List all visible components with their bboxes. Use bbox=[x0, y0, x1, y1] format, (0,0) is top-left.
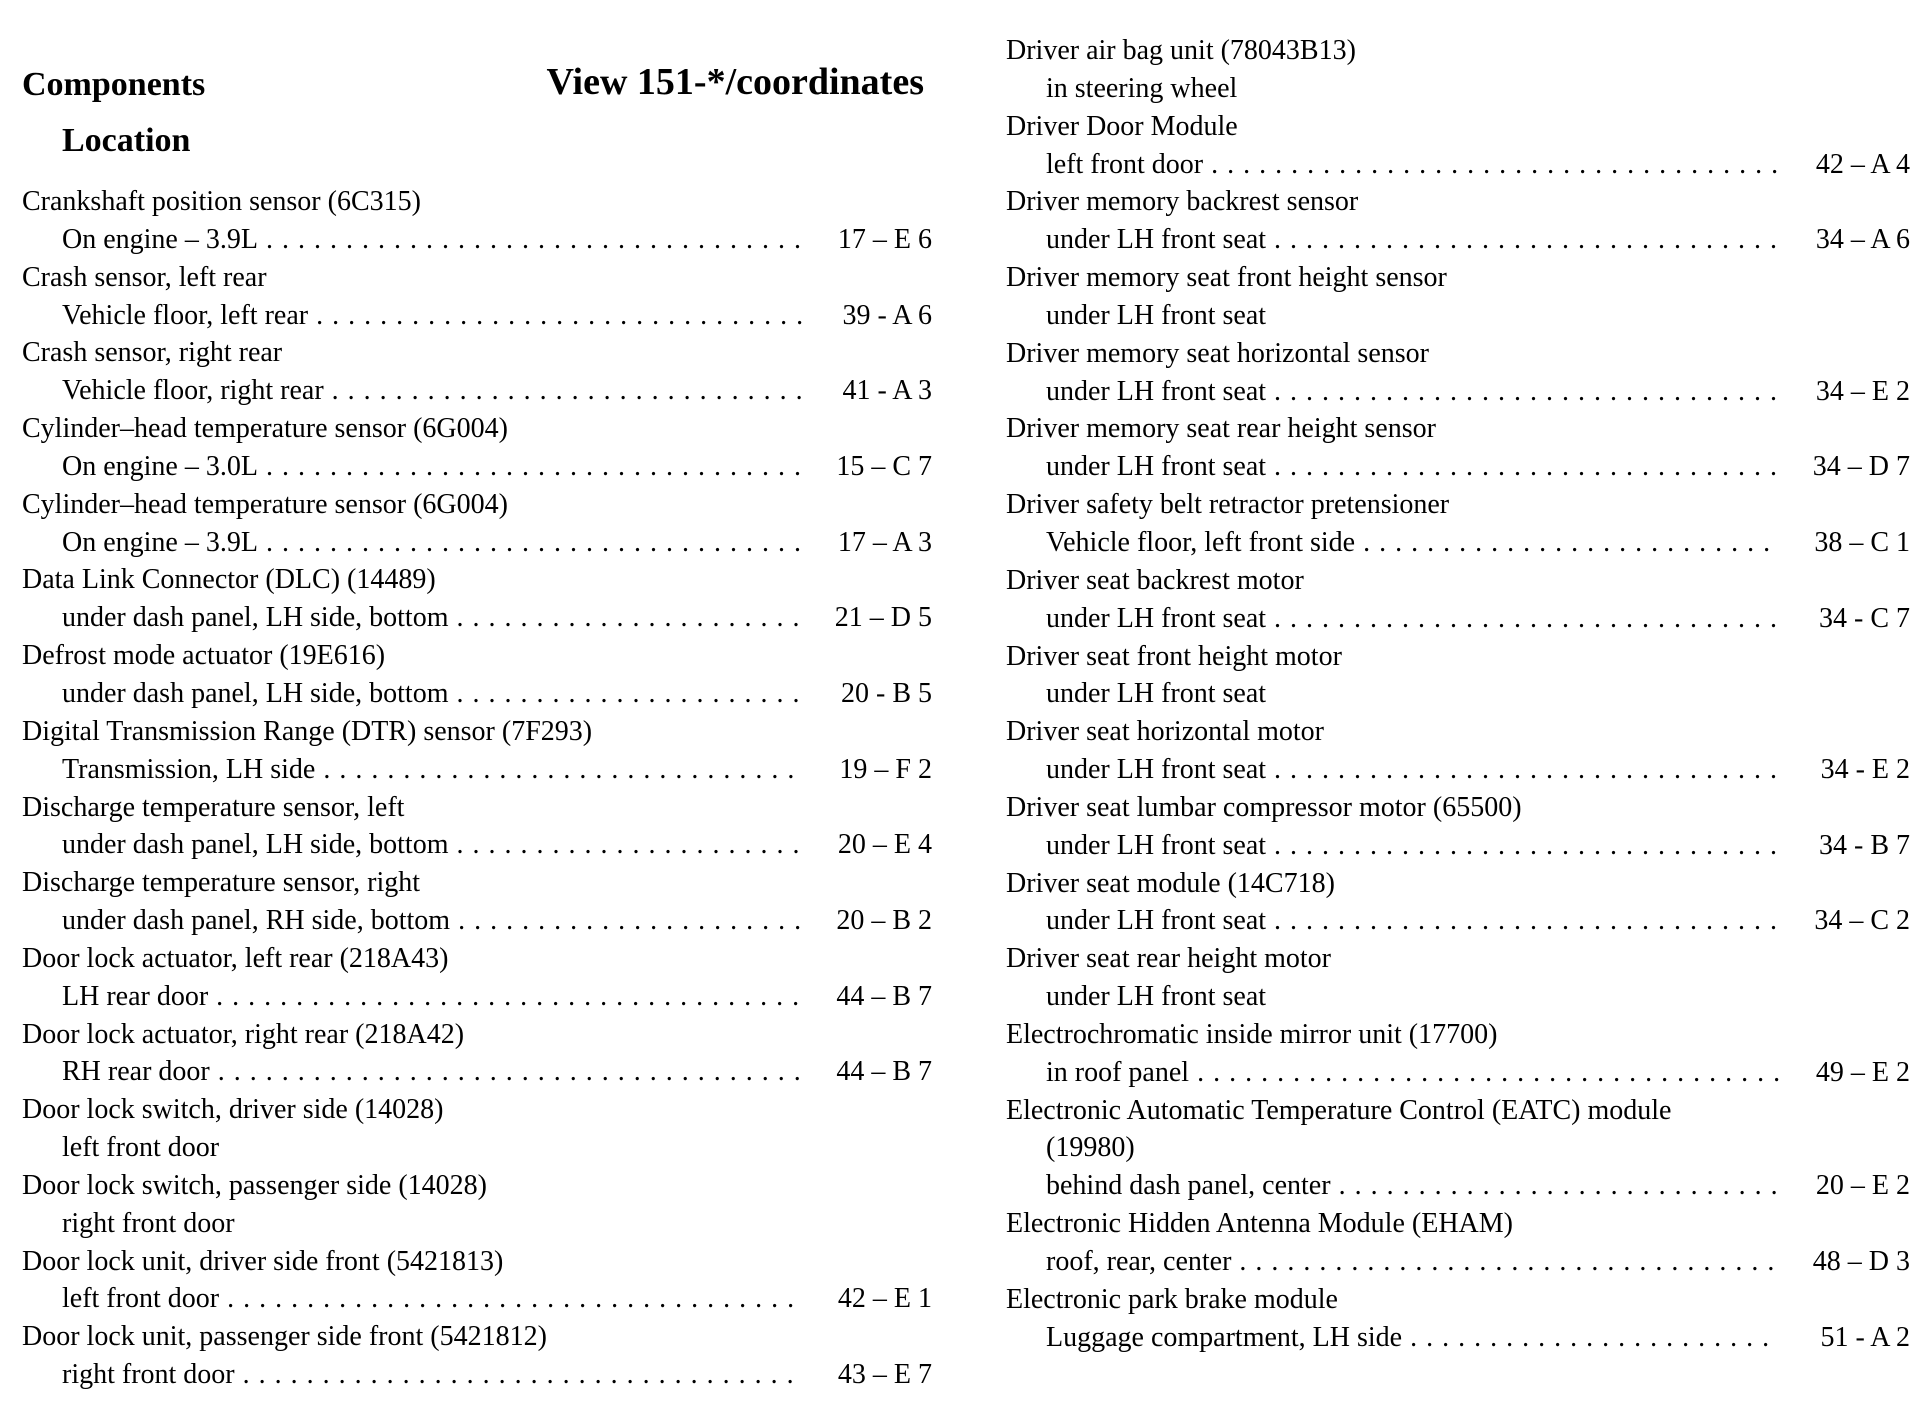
location-line bbox=[1006, 902, 1910, 940]
component-name: Crash sensor, left rear bbox=[22, 261, 267, 293]
location-text: under LH front seat bbox=[1046, 451, 1267, 483]
view-coordinate: 34 - B 7 bbox=[1819, 829, 1910, 861]
location-text: under dash panel, LH side, bottom bbox=[62, 677, 449, 709]
component-name: Electrochromatic inside mirror unit (17700) bbox=[1006, 1018, 1498, 1050]
location-text: On engine – 3.9L bbox=[62, 526, 258, 558]
view-coordinate: 20 – E 4 bbox=[837, 829, 932, 861]
location-text: left front door bbox=[62, 1132, 220, 1164]
view-coordinate: 42 – E 1 bbox=[837, 1283, 932, 1315]
component-name: Discharge temperature sensor, left bbox=[22, 791, 405, 823]
view-coordinate: 38 – C 1 bbox=[1814, 526, 1910, 558]
location-text: in roof panel bbox=[1046, 1056, 1190, 1088]
view-coordinate: 21 – D 5 bbox=[834, 602, 932, 634]
location-line bbox=[1006, 827, 1910, 865]
location-line bbox=[22, 599, 932, 637]
component-name: Crankshaft position sensor (6C315) bbox=[22, 186, 421, 217]
component-entry bbox=[1006, 410, 1910, 486]
component-name: Door lock unit, driver side front (5421813) bbox=[22, 1245, 504, 1277]
component-name: Driver seat front height motor bbox=[1006, 640, 1342, 672]
location-line bbox=[22, 1129, 932, 1167]
component-entry bbox=[22, 1167, 932, 1243]
view-coordinate: 34 - C 7 bbox=[1819, 602, 1910, 634]
component-entry bbox=[1006, 1092, 1910, 1206]
dot-leader bbox=[1410, 1319, 1780, 1357]
view-coordinate: 44 – B 7 bbox=[836, 980, 932, 1012]
location-text: under LH front seat bbox=[1046, 224, 1267, 256]
component-entry bbox=[1006, 638, 1910, 714]
component-entry bbox=[22, 1243, 932, 1319]
location-line bbox=[22, 1205, 932, 1243]
location-line bbox=[22, 1280, 932, 1318]
dot-leader bbox=[243, 1356, 802, 1394]
location-line bbox=[1006, 675, 1910, 713]
component-name: Data Link Connector (DLC) (14489) bbox=[22, 564, 436, 596]
component-entry bbox=[1006, 562, 1910, 638]
location-text: in steering wheel bbox=[1046, 72, 1238, 104]
location-line bbox=[1006, 1319, 1910, 1357]
component-entry bbox=[1006, 1016, 1910, 1092]
location-text: under LH front seat bbox=[1046, 905, 1267, 937]
location-line bbox=[22, 297, 932, 335]
component-name: Door lock switch, driver side (14028) bbox=[22, 1094, 444, 1126]
component-name: Driver air bag unit (78043B13) bbox=[1006, 35, 1356, 66]
component-name: Driver seat horizontal motor bbox=[1006, 716, 1325, 748]
dot-leader bbox=[456, 599, 802, 637]
dot-leader bbox=[456, 675, 802, 713]
component-entry bbox=[22, 713, 932, 789]
location-text: Vehicle floor, right rear bbox=[62, 375, 324, 407]
component-entry bbox=[1006, 108, 1910, 184]
location-text: under LH front seat bbox=[1046, 299, 1267, 331]
location-line bbox=[1006, 978, 1910, 1016]
dot-leader bbox=[1274, 827, 1780, 865]
component-name: Digital Transmission Range (DTR) sensor (7F293) bbox=[22, 715, 593, 747]
location-line bbox=[1006, 1243, 1910, 1281]
view-coordinate: 20 – B 2 bbox=[836, 905, 932, 937]
view-coordinate: 20 - B 5 bbox=[841, 677, 932, 709]
component-entry bbox=[1006, 940, 1910, 1016]
location-text: On engine – 3.0L bbox=[62, 450, 258, 482]
location-text: behind dash panel, center bbox=[1046, 1170, 1331, 1202]
location-line bbox=[22, 1053, 932, 1091]
location-line bbox=[1006, 600, 1910, 638]
component-entry bbox=[22, 1091, 932, 1167]
location-text: under LH front seat bbox=[1046, 981, 1267, 1013]
component-name: Driver Door Module bbox=[1006, 110, 1238, 142]
view-coordinate: 44 – B 7 bbox=[836, 1056, 932, 1088]
view-coordinate: 15 – C 7 bbox=[836, 450, 932, 482]
dot-leader bbox=[266, 524, 802, 562]
dot-leader bbox=[332, 372, 802, 410]
location-text: Transmission, LH side bbox=[62, 753, 316, 785]
component-name: Crash sensor, right rear bbox=[22, 337, 283, 369]
component-name: Electronic Hidden Antenna Module (EHAM) bbox=[1006, 1208, 1513, 1240]
location-line bbox=[22, 1356, 932, 1394]
location-line bbox=[1006, 70, 1910, 108]
component-name: Driver seat backrest motor bbox=[1006, 564, 1304, 596]
location-line bbox=[22, 826, 932, 864]
left-component-list bbox=[22, 183, 932, 1394]
component-entry bbox=[22, 410, 932, 486]
dot-leader bbox=[227, 1280, 802, 1318]
location-text: under LH front seat bbox=[1046, 754, 1267, 786]
component-entry bbox=[22, 334, 932, 410]
location-line bbox=[22, 978, 932, 1016]
dot-leader bbox=[1197, 1054, 1780, 1092]
component-entry bbox=[1006, 259, 1910, 335]
location-text: under dash panel, LH side, bottom bbox=[62, 829, 449, 861]
component-entry bbox=[22, 940, 932, 1016]
location-text: Vehicle floor, left rear bbox=[62, 299, 309, 331]
view-coordinate: 42 – A 4 bbox=[1815, 148, 1910, 180]
location-text: left front door bbox=[1046, 148, 1204, 180]
component-name: Door lock switch, passenger side (14028) bbox=[22, 1169, 488, 1201]
location-line bbox=[22, 372, 932, 410]
dot-leader bbox=[266, 448, 802, 486]
dot-leader bbox=[1274, 902, 1780, 940]
component-name: Defrost mode actuator (19E616) bbox=[22, 640, 386, 672]
dot-leader bbox=[323, 751, 802, 789]
location-text: On engine – 3.9L bbox=[62, 223, 258, 255]
component-name: Cylinder–head temperature sensor (6G004) bbox=[22, 488, 508, 520]
location-line bbox=[1006, 221, 1910, 259]
location-line bbox=[1006, 373, 1910, 411]
location-line bbox=[1006, 1167, 1910, 1205]
location-line bbox=[22, 675, 932, 713]
view-coordinate: 17 – A 3 bbox=[837, 526, 932, 558]
location-text: right front door bbox=[62, 1359, 235, 1391]
dot-leader bbox=[1239, 1243, 1780, 1281]
components-heading: Components bbox=[22, 66, 206, 103]
view-coordinate: 49 – E 2 bbox=[1815, 1056, 1910, 1088]
component-name: Electronic Automatic Temperature Control (EATC) module bbox=[1006, 1094, 1672, 1126]
location-text: right front door bbox=[62, 1207, 235, 1239]
dot-leader bbox=[1274, 221, 1780, 259]
component-name: Driver seat rear height motor bbox=[1006, 943, 1331, 975]
component-entry bbox=[1006, 865, 1910, 941]
view-coordinate: 34 – E 2 bbox=[1815, 375, 1910, 407]
component-name-continued: (19980) bbox=[1046, 1132, 1135, 1164]
component-name: Electronic park brake module bbox=[1006, 1283, 1338, 1315]
component-entry bbox=[22, 864, 932, 940]
location-text: under dash panel, LH side, bottom bbox=[62, 602, 449, 634]
view-coordinate: 34 - E 2 bbox=[1820, 754, 1910, 786]
location-text: under dash panel, RH side, bottom bbox=[62, 905, 451, 937]
location-line bbox=[22, 524, 932, 562]
location-text: under LH front seat bbox=[1046, 375, 1267, 407]
component-name: Driver memory backrest sensor bbox=[1006, 186, 1359, 218]
view-coordinate: 48 – D 3 bbox=[1812, 1246, 1910, 1277]
location-line bbox=[1006, 297, 1910, 335]
component-name: Driver seat lumbar compressor motor (65500) bbox=[1006, 791, 1522, 823]
location-line bbox=[1006, 524, 1910, 562]
dot-leader bbox=[316, 297, 802, 335]
component-entry bbox=[22, 637, 932, 713]
dot-leader bbox=[1339, 1167, 1780, 1205]
dot-leader bbox=[458, 902, 802, 940]
component-entry bbox=[22, 259, 932, 335]
view-coordinate: 51 - A 2 bbox=[1820, 1321, 1910, 1353]
component-entry bbox=[1006, 713, 1910, 789]
component-entry bbox=[22, 561, 932, 637]
location-line bbox=[22, 221, 932, 259]
dot-leader bbox=[216, 978, 802, 1016]
dot-leader bbox=[1274, 600, 1780, 638]
location-line bbox=[1006, 146, 1910, 184]
location-heading: Location bbox=[62, 122, 191, 159]
view-coordinate: 17 – E 6 bbox=[837, 223, 932, 255]
component-name: Door lock actuator, left rear (218A43) bbox=[22, 942, 449, 974]
location-text: Vehicle floor, left front side bbox=[1046, 526, 1356, 558]
location-text: Luggage compartment, LH side bbox=[1046, 1321, 1403, 1353]
view-coordinate: 39 - A 6 bbox=[842, 299, 932, 331]
view-coordinate: 19 – F 2 bbox=[839, 753, 932, 785]
component-entry bbox=[1006, 486, 1910, 562]
component-entry bbox=[1006, 335, 1910, 411]
view-coordinate: 43 – E 7 bbox=[837, 1359, 932, 1391]
dot-leader bbox=[1274, 448, 1780, 486]
dot-leader bbox=[1363, 524, 1780, 562]
component-name: Door lock actuator, right rear (218A42) bbox=[22, 1018, 465, 1050]
location-text: under LH front seat bbox=[1046, 602, 1267, 634]
location-line bbox=[22, 751, 932, 789]
component-entry bbox=[22, 1016, 932, 1092]
location-text: left front door bbox=[62, 1283, 220, 1315]
component-entry bbox=[1006, 32, 1910, 108]
component-name: Driver memory seat rear height sensor bbox=[1006, 413, 1436, 445]
dot-leader bbox=[1274, 751, 1780, 789]
component-name: Cylinder–head temperature sensor (6G004) bbox=[22, 413, 508, 445]
view-coordinate: 41 - A 3 bbox=[842, 375, 932, 407]
location-text: under LH front seat bbox=[1046, 678, 1267, 710]
view-coordinate: 34 – A 6 bbox=[1815, 224, 1910, 256]
location-text: under LH front seat bbox=[1046, 829, 1267, 861]
component-name: Driver safety belt retractor pretensioner bbox=[1006, 489, 1450, 521]
component-entry bbox=[1006, 1205, 1910, 1281]
location-text: LH rear door bbox=[62, 980, 209, 1012]
component-entry bbox=[22, 1318, 932, 1394]
component-name: Driver seat module (14C718) bbox=[1006, 867, 1335, 899]
dot-leader bbox=[1274, 373, 1780, 411]
location-line bbox=[1006, 1054, 1910, 1092]
component-entry bbox=[22, 486, 932, 562]
component-name: Driver memory seat horizontal sensor bbox=[1006, 337, 1429, 369]
view-coordinate: 34 – C 2 bbox=[1814, 905, 1910, 937]
dot-leader bbox=[456, 826, 802, 864]
component-entry bbox=[1006, 789, 1910, 865]
right-component-list bbox=[1006, 32, 1910, 1357]
component-entry bbox=[1006, 1281, 1910, 1357]
view-coordinate: 20 – E 2 bbox=[1815, 1170, 1910, 1202]
location-line bbox=[22, 448, 932, 486]
component-entry bbox=[1006, 183, 1910, 259]
view-coordinates-heading: View 151-*/coordinates bbox=[546, 61, 924, 103]
component-name: Discharge temperature sensor, right bbox=[22, 867, 421, 899]
location-line bbox=[1006, 751, 1910, 789]
component-name: Driver memory seat front height sensor bbox=[1006, 262, 1447, 294]
component-entry bbox=[22, 183, 932, 259]
component-entry bbox=[22, 789, 932, 865]
location-line bbox=[22, 902, 932, 940]
dot-leader bbox=[218, 1053, 802, 1091]
dot-leader bbox=[266, 221, 802, 259]
location-text: roof, rear, center bbox=[1046, 1246, 1232, 1277]
view-coordinate: 34 – D 7 bbox=[1812, 451, 1910, 483]
component-name: Door lock unit, passenger side front (5421812) bbox=[22, 1321, 547, 1353]
dot-leader bbox=[1211, 146, 1780, 184]
location-text: RH rear door bbox=[62, 1056, 210, 1088]
location-line bbox=[1006, 448, 1910, 486]
